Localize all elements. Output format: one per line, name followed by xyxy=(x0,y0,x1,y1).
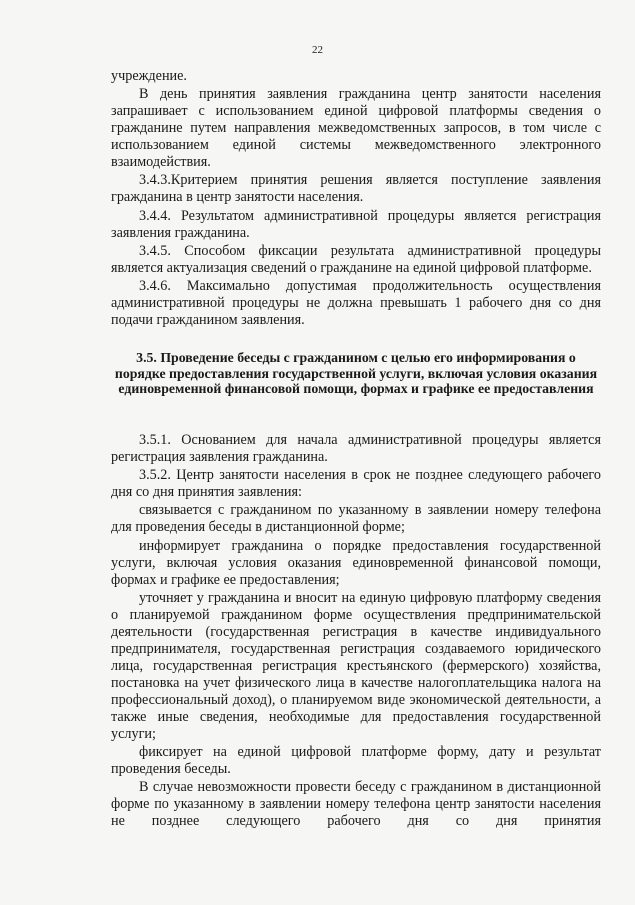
paragraph: 3.4.4. Результатом административной процедуры является регистрация заявления гражданина. xyxy=(111,207,601,241)
page-number: 22 xyxy=(312,44,323,56)
paragraph: 3.4.3.Критерием принятия решения является поступление заявления гражданина в центр занятости населения. xyxy=(111,172,601,206)
bottom-text-block xyxy=(111,432,601,831)
paragraph: учреждение. xyxy=(111,68,187,84)
section-heading: 3.5. Проведение беседы с гражданином с целью его информирования о порядке предоставления государственной услуги, включая условия оказания единовременной финансовой помощи, формах и графике ее предоставления xyxy=(114,350,598,396)
paragraph: 3.5.1. Основанием для начала административной процедуры является регистрация заявления гражданина. xyxy=(111,432,601,465)
top-text-block xyxy=(111,68,601,330)
paragraph: В день принятия заявления гражданина центр занятости населения запрашивает с использованием единой цифровой платформы сведения о гражданине путем направления межведомственных запросов, в том числе с использованием единой системы межведомственного электронного взаимодействия. xyxy=(111,86,601,171)
paragraph: связывается с гражданином по указанному в заявлении номеру телефона для проведения беседы в дистанционной форме; xyxy=(111,502,601,536)
paragraph: информирует гражданина о порядке предоставления государственной услуги, включая условия оказания единовременной финансовой помощи, формах и графике ее предоставления; xyxy=(111,537,601,588)
paragraph: уточняет у гражданина и вносит на единую цифровую платформу сведения о планируемой гражданином форме осуществления предпринимательской деятельности (государственная регистрация в качестве индивидуального предпринимателя, государственная регистрация создаваемого юридического лица, государственная регистрация крестьянского (фермерского) хозяйства, постановка на учет физического лица в качестве налогоплательщика налога на профессиональный доход), о планируемом виде экономической деятельности, а также иные сведения, необходимые для предоставления государственной услуги; xyxy=(111,589,601,742)
paragraph: 3.4.5. Способом фиксации результата административной процедуры является актуализация сведений о гражданине на единой цифровой платформе. xyxy=(111,242,601,276)
paragraph: фиксирует на единой цифровой платформе форму, дату и результат проведения беседы. xyxy=(111,743,601,777)
paragraph: 3.4.6. Максимально допустимая продолжительность осуществления административной процедуры не должна превышать 1 рабочего дня со дня подачи гражданином заявления. xyxy=(111,277,601,328)
paragraph: 3.5.2. Центр занятости населения в срок не позднее следующего рабочего дня со дня принятия заявления: xyxy=(111,467,601,501)
paragraph: В случае невозможности провести беседу с гражданином в дистанционной форме по указанному в заявлении номеру телефона центр занятости населения не позднее следующего рабочего дня со дня принятия xyxy=(111,779,601,830)
